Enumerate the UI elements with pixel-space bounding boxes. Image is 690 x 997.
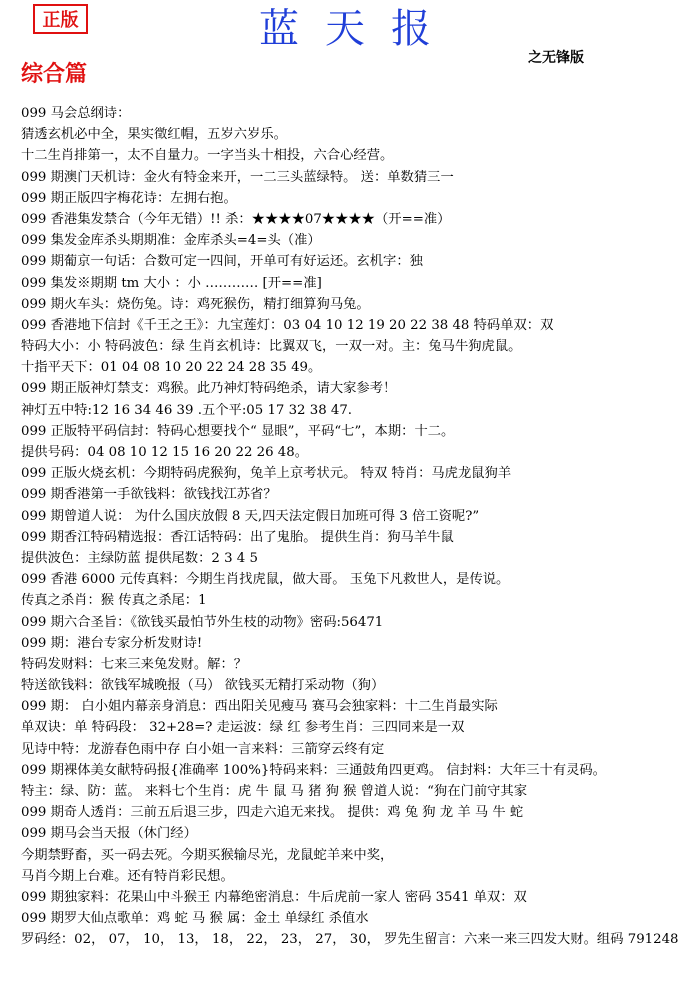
text-line: 传真之杀肖：猴 传真之杀尾：1 [21, 593, 207, 609]
text-line: 099 期： 白小姐内幕亲身消息：西出阳关见瘦马 赛马会独家料：十二生肖最实际 [21, 699, 498, 715]
text-line: 099 期香江特码精选报：香江话特码：出了鬼胎。 提供生肖：狗马羊牛鼠 [21, 529, 454, 545]
text-line: 今期禁野畜，买一码去死。今期买猴输尽光，龙鼠蛇羊来中奖， [21, 847, 394, 863]
text-line: 特码发财料：七来三来兔发财。解：？ [21, 656, 248, 672]
text-line: 猜透玄机必中全，果实徵红帽，五岁六岁乐。 [21, 127, 287, 143]
text-line: 099 集发金库杀头期期准：金库杀头=4=头（准） [21, 233, 321, 249]
text-line: 099 香港 6000 元传真料：今期生肖找虎鼠，做大哥。 玉兔下凡救世人，是传说。 [21, 572, 510, 588]
text-line: 十指平天下：01 04 08 10 20 22 24 28 35 49。 [21, 360, 322, 376]
text-line: 099 期火车头：烧伤兔。诗：鸡死猴伤，精打细算狗马兔。 [21, 296, 370, 312]
text-line: 099 期正版神灯禁支：鸡猴。此乃神灯特码绝杀，请大家参考！ [21, 381, 397, 397]
text-line: 099 期独家料：花果山中斗猴王 内幕绝密消息：牛后虎前一家人 密码 3541 单双：双 [21, 889, 527, 905]
text-line: 099 马会总纲诗： [21, 106, 131, 121]
text-line: 099 期裸体美女献特码报{准确率 100%}特码来料：三通鼓角四更鸡。 信封料：大年三十有灵码。 [21, 762, 606, 778]
content-lines [21, 103, 685, 951]
text-line: 提供号码：04 08 10 12 15 16 20 22 26 48。 [21, 445, 309, 460]
text-line: 099 期六合圣旨：《欲钱买最怕节外生枝的动物》密码:56471 [21, 614, 384, 630]
text-line: 099 期奇人透肖：三前五后退三步，四走六追无来找。 提供：鸡 兔 狗 龙 羊 马 牛 蛇 [21, 805, 524, 821]
newspaper-title: 蓝天报 [259, 6, 457, 52]
text-line: 神灯五中特:12 16 34 46 39 .五个平:05 17 32 38 47. [21, 402, 353, 418]
section-heading: 综合篇 [21, 61, 88, 87]
text-line: 099 期澳门天机诗：金火有特金来开，一二三头蓝绿特。 送：单数猜三一 [21, 169, 454, 185]
text-line: 099 期香港第一手欲钱料：欲钱找江苏省？ [21, 487, 277, 503]
text-line: 特送欲钱料：欲钱军城晚报（马） 欲钱买无精打采动物（狗） [21, 678, 385, 694]
text-line: 特主：绿、防：蓝。 来料七个生肖：虎 牛 鼠 马 猪 狗 猴 曾道人说：“狗在门前守其家 [21, 784, 528, 799]
text-line: 罗码经：02， 07， 10， 13， 18， 22， 23， 27， 30， 罗先生留言：六来一来三四发大财。组码 791248 [21, 932, 679, 948]
text-line: 099 期正版四字梅花诗：左拥右抱。 [21, 190, 237, 206]
text-line: 099 香港集发禁合（今年无错）!! 杀：★★★★07★★★★（开==准） [21, 211, 451, 227]
edition-label: 之无锋版 [528, 50, 584, 66]
text-line: 提供波色：主绿防蓝 提供尾数：2 3 4 5 [21, 550, 258, 566]
text-line: 十二生肖排第一，太不自量力。一字当头十相投，六合心经营。 [21, 148, 394, 164]
text-line: 099 期曾道人说： 为什么国庆放假 8 天,四天法定假日加班可得 3 倍工资呢?” [21, 508, 480, 524]
text-line: 099 期葡京一句话：合数可定一四间，开单可有好运还。玄机字：独 [21, 254, 423, 270]
text-line: 099 期罗大仙点歌单：鸡 蛇 马 猴 属：金土 单绿红 杀值水 [21, 911, 369, 927]
text-line: 单双诀：单 特码段： 32+28=? 走运波：绿 红 参考生肖：三四同来是一双 [21, 720, 465, 736]
text-line: 099 期马会当天报（休门经） [21, 826, 197, 842]
text-line: 099 正版特平码信封：特码心想要找个“ 显眼”，平码“七”，本期：十二。 [21, 423, 455, 439]
text-line: 099 集发※期期 tm 大小 ：小 ………… [开==准] [21, 275, 322, 291]
genuine-badge: 正版 [33, 4, 88, 34]
text-line: 马肖今期上台难。还有特肖彩民想。 [21, 868, 234, 884]
text-line: 特码大小：小 特码波色：绿 生肖玄机诗：比翼双飞，一双一对。主：兔马牛狗虎鼠。 [21, 339, 522, 355]
text-line: 099 期：港台专家分析发财诗! [21, 635, 203, 651]
text-line: 099 香港地下信封《千王之王》：九宝莲灯：03 04 10 12 19 20 22 38 48 特码单双：双 [21, 317, 554, 333]
text-line: 099 正版火烧玄机：今期特码虎猴狗，兔羊上京考状元。 特双 特肖：马虎龙鼠狗羊 [21, 466, 512, 482]
text-line: 见诗中特：龙游春色雨中存 白小姐一言来料：三箭穿云终有定 [21, 741, 385, 757]
